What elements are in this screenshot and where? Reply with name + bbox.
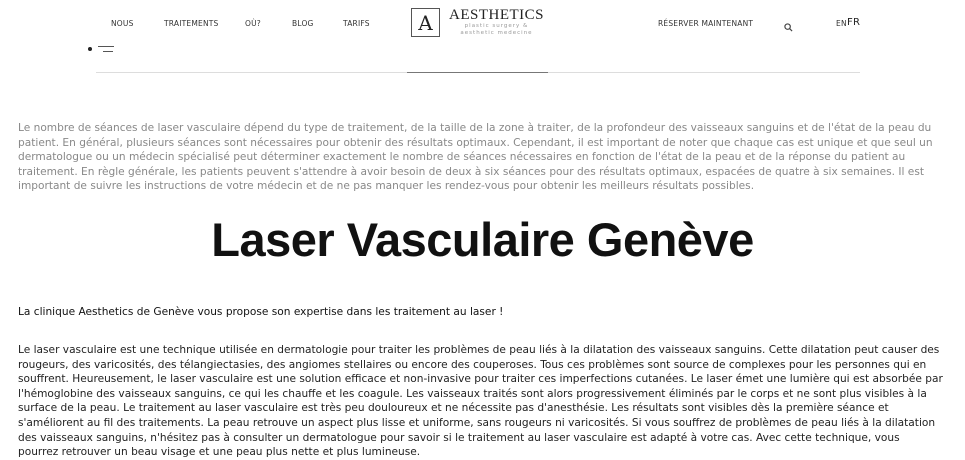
nav-tarifs[interactable]: TARIFS	[343, 19, 370, 28]
logo-tagline-1: plastic surgery &	[464, 23, 529, 29]
logo[interactable]	[411, 8, 544, 37]
list-bullet	[88, 47, 92, 51]
logo-name: AESTHETICS	[449, 7, 544, 23]
logo-mark: A	[411, 8, 440, 37]
nav-ou[interactable]: OÙ?	[245, 19, 261, 28]
intro-paragraph: Le nombre de séances de laser vasculaire dépend du type de traitement, de la taille de la zone à traiter, de la profondeur des vaisseaux sanguins et de l'état de la peau du patient. En général, plusieurs séances sont nécessaires pour obtenir des résultats optimaux. Cependant, il est important de noter que chaque cas est unique et que seul un dermatologue ou un médecin spécialisé peut déterminer exactement le nombre de séances nécessaires en fonction de l'état de la peau et de la réponse du patient au traitement. En règle générale, les patients peuvent s'attendre à avoir besoin de deux à six séances pour des résultats optimaux, espacées de quatre à six semaines. Il est important de suivre les instructions de votre médecin et de ne pas manquer les rendez-vous pour obtenir les meilleurs résultats possibles.	[18, 122, 933, 193]
lang-en[interactable]: EN	[836, 19, 847, 28]
book-now-link[interactable]: RÉSERVER MAINTENANT	[658, 19, 754, 28]
lead-paragraph: La clinique Aesthetics de Genève vous propose son expertise dans les traitement au laser !	[18, 306, 504, 318]
nav-nous[interactable]: NOUS	[111, 19, 134, 28]
nav-traitements[interactable]: TRAITEMENTS	[164, 19, 219, 28]
active-indicator	[407, 72, 548, 73]
search-icon[interactable]	[784, 17, 793, 36]
menu-icon[interactable]	[98, 46, 114, 56]
logo-tagline-2: aesthetic medecine	[460, 30, 533, 36]
nav-blog[interactable]: BLOG	[292, 19, 314, 28]
page-title: Laser Vasculaire Genève	[211, 213, 754, 266]
body-paragraph: Le laser vasculaire est une technique utilisée en dermatologie pour traiter les problèmes de peau liés à la dilatation des vaisseaux sanguins. Cette dilatation peut causer des rougeurs, des varicosités, des télangiectasies, des angiomes stellaires ou encore des couperoses. Tous ces problèmes sont source de complexes pour les personnes qui en souffrent. Heureusement, le laser vasculaire est une solution efficace et non-invasive pour traiter ces imperfections cutanées. Le laser émet une lumière qui est absorbée par l'hémoglobine des vaisseaux sanguins, ce qui les chauffe et les coagule. Les vaisseaux traités sont alors progressivement éliminés par le corps et ne sont plus visibles à la surface de la peau. Le traitement au laser vasculaire est très peu douloureux et ne nécessite pas d'anesthésie. Les résultats sont visibles dès la première séance et s'améliorent au fil des traitements. La peau retrouve un aspect plus lisse et uniforme, sans rougeurs ni varicosités. Si vous souffrez de problèmes de peau liés à la dilatation des vaisseaux sanguins, n'hésitez pas à consulter un dermatologue pour savoir si le traitement au laser vasculaire est adapté à votre cas. Avec cette technique, vous pourrez retrouver un beau visage et une peau plus nette et plus lumineuse.	[18, 344, 943, 459]
lang-fr[interactable]: FR	[847, 17, 861, 28]
